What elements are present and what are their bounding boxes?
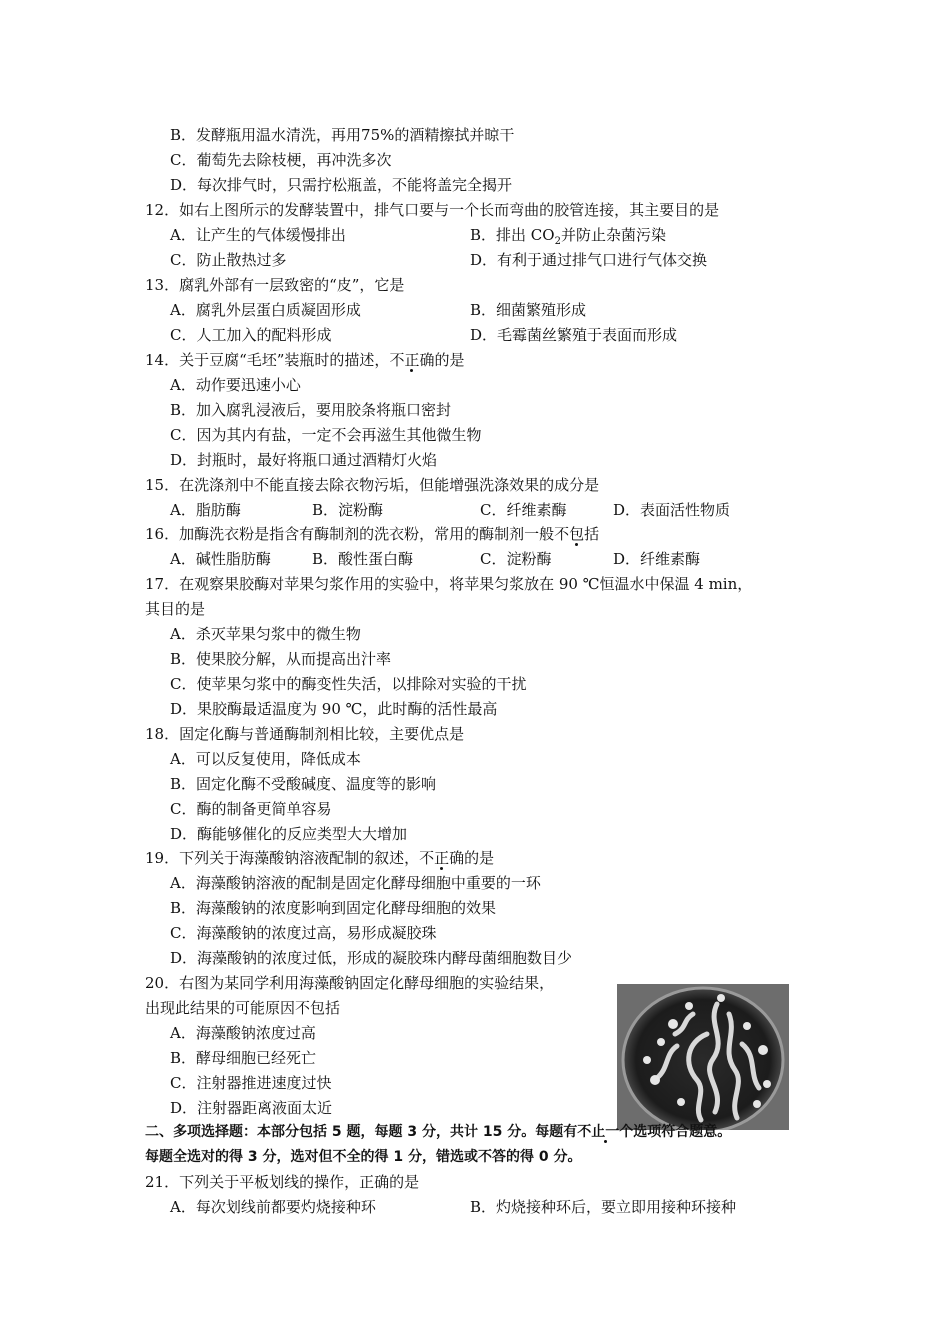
q15-option-a: A．脂肪酶 [170, 501, 241, 519]
q19-stem-pre: 19．下列关于海藻酸钠溶液配制的叙述， [145, 849, 420, 867]
q19-option-c: C．海藻酸钠的浓度过高，易形成凝胶珠 [170, 924, 437, 942]
q19-stem [145, 848, 494, 868]
q16-option-c: C．淀粉酶 [480, 550, 552, 568]
q16-stem [145, 524, 599, 544]
q14-option-d: D．封瓶时，最好将瓶口通过酒精灯火焰 [170, 451, 438, 469]
q16-option-d: D．纤维素酶 [613, 550, 701, 568]
q17-option-b: B．使果胶分解，从而提高出汁率 [170, 650, 392, 668]
q12-option-b [470, 225, 666, 245]
q19-stem-emphasis: 不正确 [419, 849, 465, 867]
q12-option-b-sub: 2 [554, 236, 561, 247]
section2-heading-line1 [145, 1122, 731, 1142]
q17-stem-line2: 其目的是 [145, 600, 206, 618]
gel-beads-photo [617, 984, 789, 1130]
q16-stem-pre: 16．加酶洗衣粉是指含有酶制剂的洗衣粉，常用的酶制剂一般 [145, 525, 555, 543]
q20-option-c: C．注射器推进速度过快 [170, 1074, 332, 1092]
q14-stem-pre: 14．关于豆腐“毛坯”装瓶时的描述， [145, 351, 390, 369]
q17-option-c: C．使苹果匀浆中的酶变性失活，以排除对实验的干扰 [170, 675, 527, 693]
q13-stem: 13．腐乳外部有一层致密的“皮”，它是 [145, 276, 405, 294]
q19-option-b: B．海藻酸钠的浓度影响到固定化酵母细胞的效果 [170, 899, 497, 917]
q15-option-b: B．淀粉酶 [312, 501, 384, 519]
q12-stem: 12．如右上图所示的发酵装置中，排气口要与一个长而弯曲的胶管连接，其主要目的是 [145, 201, 720, 219]
q18-option-b: B．固定化酶不受酸碱度、温度等的影响 [170, 775, 437, 793]
q21-option-a: A．每次划线前都要灼烧接种环 [170, 1198, 376, 1216]
q20-option-b: B．酵母细胞已经死亡 [170, 1049, 317, 1067]
q21-stem: 21．下列关于平板划线的操作，正确的是 [145, 1173, 420, 1191]
q17-option-a: A．杀灭苹果匀浆中的微生物 [170, 625, 361, 643]
q18-stem: 18．固定化酶与普通酶制剂相比较，主要优点是 [145, 725, 465, 743]
q21-option-b: B．灼烧接种环后，要立即用接种环接种 [470, 1198, 737, 1216]
q12-option-a: A．让产生的气体缓慢排出 [170, 226, 346, 244]
q17-option-d: D．果胶酶最适温度为 90 ℃，此时酶的活性最高 [170, 700, 498, 718]
q14-option-a: A．动作要迅速小心 [170, 376, 301, 394]
q13-option-b: B．细菌繁殖形成 [470, 301, 587, 319]
q13-option-d: D．毛霉菌丝繁殖于表面而形成 [470, 326, 678, 344]
q12-option-b-post: 并防止杂菌污染 [560, 226, 666, 244]
q19-option-a: A．海藻酸钠溶液的配制是固定化酵母细胞中重要的一环 [170, 874, 541, 892]
q20-stem-line2: 出现此结果的可能原因不包括 [145, 999, 341, 1017]
q11-option-c: C．葡萄先去除枝梗，再冲洗多次 [170, 151, 392, 169]
q15-stem: 15．在洗涤剂中不能直接去除衣物污垢，但能增强洗涤效果的成分是 [145, 476, 600, 494]
q20-option-a: A．海藻酸钠浓度过高 [170, 1024, 316, 1042]
q18-option-a: A．可以反复使用，降低成本 [170, 750, 361, 768]
q13-option-a: A．腐乳外层蛋白质凝固形成 [170, 301, 361, 319]
q17-stem-line1: 17．在观察果胶酶对苹果匀浆作用的实验中，将苹果匀浆放在 90 ℃恒温水中保温 4 min， [145, 575, 753, 593]
q16-option-b: B．酸性蛋白酶 [312, 550, 414, 568]
q15-option-d: D．表面活性物质 [613, 501, 731, 519]
section2-line1-post: 选项符合题意。 [633, 1124, 732, 1140]
q20-option-d: D．注射器距离液面太近 [170, 1099, 333, 1117]
q19-stem-post: 的是 [464, 849, 495, 867]
section2-line1-pre: 二、多项选择题：本部分包括 5 题，每题 3 分，共计 15 分。每题有 [145, 1124, 578, 1140]
q11-option-d: D．每次排气时，只需拧松瓶盖，不能将盖完全揭开 [170, 176, 513, 194]
q16-option-a: A．碱性脂肪酶 [170, 550, 271, 568]
q14-stem [145, 350, 464, 370]
q12-option-c: C．防止散热过多 [170, 251, 287, 269]
section2-heading-line2: 每题全选对的得 3 分，选对但不全的得 1 分，错选或不答的得 0 分。 [145, 1149, 582, 1165]
q12-option-b-pre: B．排出 CO [470, 226, 555, 244]
q12-option-d: D．有利于通过排气口进行气体交换 [470, 251, 708, 269]
q16-stem-emphasis: 不包括 [554, 525, 600, 543]
q19-option-d: D．海藻酸钠的浓度过低，形成的凝胶珠内酵母菌细胞数目少 [170, 949, 573, 967]
q13-option-c: C．人工加入的配料形成 [170, 326, 332, 344]
q14-option-b: B．加入腐乳浸液后，要用胶条将瓶口密封 [170, 401, 452, 419]
q18-option-d: D．酶能够催化的反应类型大大增加 [170, 825, 408, 843]
q11-option-b: B．发酵瓶用温水清洗，再用75%的酒精擦拭并晾干 [170, 126, 515, 144]
q14-stem-emphasis: 不正确 [389, 351, 435, 369]
q20-stem-line1: 20．右图为某同学利用海藻酸钠固定化酵母细胞的实验结果， [145, 974, 555, 992]
q14-option-c: C．因为其内有盐，一定不会再滋生其他微生物 [170, 426, 482, 444]
section2-line1-emphasis: 不止一个 [577, 1124, 634, 1140]
q14-stem-post: 的是 [434, 351, 465, 369]
q15-option-c: C．纤维素酶 [480, 501, 567, 519]
gel-beads-photo-icon [617, 984, 789, 1130]
q18-option-c: C．酶的制备更简单容易 [170, 800, 332, 818]
